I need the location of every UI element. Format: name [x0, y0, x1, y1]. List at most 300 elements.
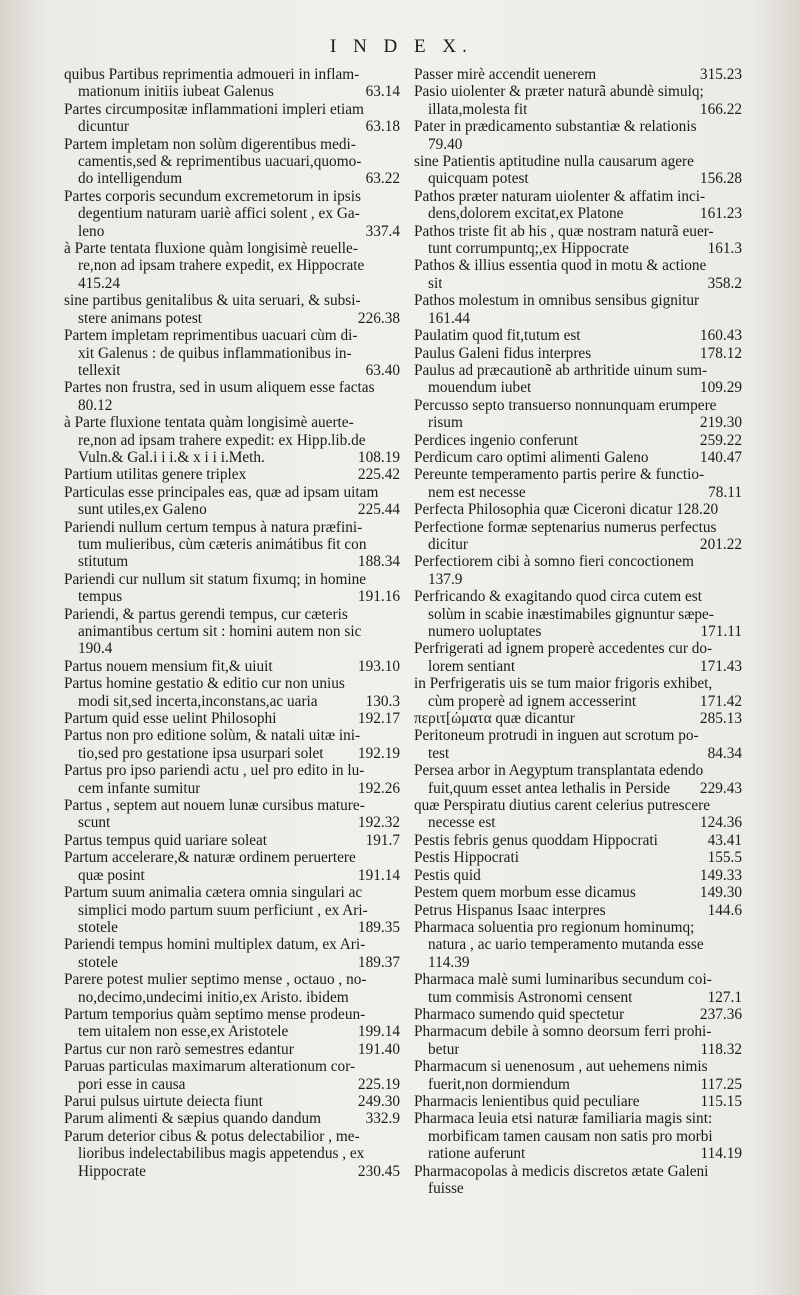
index-entry-text: re,non ad ipsam trahere expedit, ex Hippocrate — [78, 257, 365, 275]
index-entry-text: mouendum iubet — [428, 379, 532, 397]
index-entry — [414, 362, 742, 397]
index-entry-text: Partus nouem mensium fit,& uiuit — [64, 657, 273, 675]
index-entry-line — [64, 814, 400, 831]
index-entry-line — [64, 292, 400, 309]
index-entry — [414, 1006, 742, 1023]
index-entry-line — [64, 780, 400, 797]
index-entry — [414, 727, 742, 762]
index-entry-line — [64, 693, 400, 710]
index-entry-line — [64, 902, 400, 919]
page-reference: 191.14 — [357, 866, 400, 884]
index-entry-line — [64, 519, 400, 536]
page-reference: 127.1 — [707, 988, 742, 1006]
index-entry — [414, 257, 742, 292]
index-entry-line — [414, 640, 742, 657]
index-entry-line — [414, 275, 742, 292]
index-entry-text: Perfectiorem cibi à somno fieri concoctionem — [414, 553, 694, 571]
index-entry — [414, 345, 742, 362]
index-entry-text: stotele — [78, 953, 118, 971]
index-entry-line — [64, 867, 400, 884]
index-entry-line — [414, 1180, 742, 1197]
page-reference: 156.28 — [699, 170, 742, 188]
index-entry-line — [414, 710, 742, 727]
index-entry-line — [64, 66, 400, 83]
index-entry-text: Parum deterior cibus & potus delectabilior , me- — [64, 1127, 360, 1145]
index-entry — [64, 797, 400, 832]
index-entry-line — [414, 553, 742, 570]
index-entry-text: Perdicum caro optimi alimenti Galeno — [414, 448, 649, 466]
index-entry-text: Percusso septo transuerso nonnunquam erumpere — [414, 396, 717, 414]
index-entry-line — [64, 658, 400, 675]
index-entry-text: Pharmaco sumendo quid spectetur — [414, 1005, 625, 1023]
index-entry-text: 79.40 — [428, 135, 463, 153]
index-entry — [64, 240, 400, 292]
index-entry-line — [414, 257, 742, 274]
index-entry-line — [64, 223, 400, 240]
page-reference: 225.42 — [357, 466, 400, 484]
index-entry-text: Pariendi nullum certum tempus à natura præfini- — [64, 518, 363, 536]
index-entry-line — [414, 1128, 742, 1145]
index-entry-text: cem infante sumitur — [78, 779, 201, 797]
index-entry-line — [414, 936, 742, 953]
index-entry-line — [64, 710, 400, 727]
index-entry-line — [414, 571, 742, 588]
index-entry-line — [414, 867, 742, 884]
index-entry-text: lorem sentiant — [428, 657, 516, 675]
index-entry — [414, 762, 742, 797]
index-entry-text: sine Patientis aptitudine nulla causarum agere — [414, 153, 694, 171]
index-entry-text: 190.4 — [78, 640, 113, 658]
index-entry-line — [414, 1110, 742, 1127]
index-entry-text: tempus — [78, 588, 123, 606]
index-entry-text: Perfricando & exagitando quod circa cutem est — [414, 588, 702, 606]
page-reference: 78.11 — [708, 483, 742, 501]
index-entry-text: dens,dolorem excitat,ex Platone — [428, 205, 624, 223]
index-entry-line — [64, 640, 400, 657]
index-entry-line — [64, 118, 400, 135]
index-entry-text: Pharmaca malè sumi luminaribus secundum coi- — [414, 971, 712, 989]
index-entry — [64, 327, 400, 379]
index-entry-line — [64, 588, 400, 605]
index-entry-text: Perdices ingenio conferunt — [414, 431, 578, 449]
index-entry — [414, 501, 742, 518]
page-reference: 144.6 — [707, 901, 742, 919]
index-entry-text: quæ Perspiratu diutius carent celerius putrescere — [414, 797, 711, 815]
index-entry-text: Pharmacum debile à somno deorsum ferri prohi- — [414, 1023, 712, 1041]
index-entry-text: fuisse — [428, 1180, 464, 1197]
page-reference: 358.2 — [707, 274, 742, 292]
index-entry-text: re,non ad ipsam trahere expedit: ex Hipp.lib.de — [78, 431, 366, 449]
index-entry-text: do intelligendum — [78, 170, 183, 188]
page-reference: 249.30 — [357, 1092, 400, 1110]
index-entry — [414, 397, 742, 432]
index-entry-text: Parere potest mulier septimo mense , octauo , no- — [64, 971, 367, 989]
index-entry-line — [64, 170, 400, 187]
index-entry-line — [414, 466, 742, 483]
index-entry-text: Partes circumpositæ inflammationi impleri etiam — [64, 100, 364, 118]
index-entry — [64, 832, 400, 849]
index-entry-line — [414, 1006, 742, 1023]
index-entry — [414, 188, 742, 223]
index-entry — [64, 292, 400, 327]
index-entry-text: sit — [428, 274, 443, 292]
index-entry-line — [414, 902, 742, 919]
page-reference: 63.40 — [365, 361, 400, 379]
page-reference: 192.26 — [357, 779, 400, 797]
index-entry — [414, 292, 742, 327]
page-reference: 108.19 — [357, 448, 400, 466]
index-entry — [64, 1093, 400, 1110]
page-reference: 219.30 — [699, 414, 742, 432]
index-entry-line — [414, 1163, 742, 1180]
index-entry-text: animantibus certum sit : homini autem non sic — [78, 623, 362, 640]
index-entry-line — [64, 884, 400, 901]
index-entry — [414, 710, 742, 727]
index-entry-line — [414, 118, 742, 135]
index-entry-text: Persea arbor in Aegyptum transplantata edendo — [414, 762, 704, 780]
index-entry — [414, 83, 742, 118]
index-entry-line — [64, 345, 400, 362]
index-entry-text: Partus cur non rarò semestres edantur — [64, 1040, 294, 1058]
index-entry-line — [64, 466, 400, 483]
index-entry — [414, 1023, 742, 1058]
index-entry-line — [414, 814, 742, 831]
page-reference: 114.19 — [700, 1145, 742, 1163]
index-entry-text: degentium naturam uariè affici solent , ex Ga- — [78, 205, 360, 223]
index-entry-text: tellexit — [78, 361, 121, 379]
index-entry-line — [64, 275, 400, 292]
index-entry-line — [64, 571, 400, 588]
index-entry — [414, 1163, 742, 1198]
index-entry-line — [414, 397, 742, 414]
index-entry — [414, 902, 742, 919]
index-entry — [414, 1058, 742, 1093]
index-entry-text: modi sit,sed incerta,inconstans,ac uaria — [78, 692, 318, 710]
index-entry-text: stotele — [78, 918, 118, 936]
index-entry-line — [414, 223, 742, 240]
index-entry-text: fuit,quum esset antea lethalis in Perside — [428, 779, 671, 797]
page-reference: 124.36 — [699, 814, 742, 832]
index-entry-text: Partus homine gestatio & editio cur non unius — [64, 675, 345, 693]
index-entry-line — [64, 1145, 400, 1162]
page-reference: 337.4 — [365, 222, 400, 240]
index-entry-text: no,decimo,undecimi initio,ex Aristo. ibidem — [78, 988, 349, 1006]
page-reference: 155.5 — [707, 849, 742, 867]
index-entry-line — [414, 292, 742, 309]
index-entry-text: numero uoluptates — [428, 623, 542, 640]
index-entry-text: Pathos præter naturam uiolenter & affatim inci- — [414, 187, 706, 205]
index-entry-text: Pharmacis lenientibus quid peculiare — [414, 1092, 640, 1110]
index-entry — [414, 553, 742, 588]
page-reference: 109.29 — [699, 379, 742, 397]
index-entry-line — [414, 971, 742, 988]
index-entry-text: nem est necesse — [428, 483, 526, 501]
index-entry-line — [64, 1006, 400, 1023]
index-entry — [64, 658, 400, 675]
index-entry-text: tunt corrumpuntq;,ex Hippocrate — [428, 240, 629, 258]
index-entry — [414, 640, 742, 675]
index-entry-line — [414, 188, 742, 205]
index-entry-line — [414, 675, 742, 692]
index-entry-line — [64, 136, 400, 153]
index-entry-text: Pharmacopolas à medicis discretos ætate Galeni — [414, 1162, 709, 1180]
index-entry-text: Petrus Hispanus Isaac interpres — [414, 901, 606, 919]
index-entry-text: Partes non frustra, sed in usum aliquem esse factas — [64, 379, 375, 397]
index-entry-text: dicuntur — [78, 118, 129, 136]
page-reference: 43.41 — [707, 831, 742, 849]
index-entry — [64, 1041, 400, 1058]
index-entry-line — [414, 623, 742, 640]
page-reference: 191.16 — [357, 588, 400, 606]
index-entry-line — [414, 588, 742, 605]
page-reference: 315.23 — [699, 66, 742, 83]
index-entry-line — [414, 1023, 742, 1040]
index-entry — [414, 588, 742, 640]
index-column-left — [64, 66, 400, 1180]
index-entry-line — [64, 397, 400, 414]
index-entry-text: natura , ac uario temperamento mutanda esse — [428, 936, 704, 954]
index-entry-text: quicquam potest — [428, 170, 529, 188]
index-entry-line — [64, 832, 400, 849]
index-entry — [414, 466, 742, 501]
index-entry-text: mationum initiis iubeat Galenus — [78, 83, 274, 101]
index-entry — [414, 867, 742, 884]
index-entry-line — [414, 1145, 742, 1162]
index-entry — [64, 519, 400, 571]
index-entry-text: Perfrigerati ad ignem properè accedentes cur do- — [414, 640, 713, 658]
index-entry-line — [64, 205, 400, 222]
index-entry-line — [64, 553, 400, 570]
index-entry-text: Partium utilitas genere triplex — [64, 466, 247, 484]
index-entry-line — [64, 188, 400, 205]
page-reference: 189.37 — [357, 953, 400, 971]
index-entry-line — [64, 101, 400, 118]
index-entry-text: Partum suum animalia cætera omnia singulari ac — [64, 884, 363, 902]
index-entry — [64, 710, 400, 727]
index-entry-line — [64, 83, 400, 100]
index-entry-text: morbificam tamen causam non satis pro morbi — [428, 1127, 713, 1145]
index-entry — [414, 519, 742, 554]
index-entry-text: περιτ[ώματα quæ dicantur — [414, 710, 575, 728]
index-entry-line — [414, 432, 742, 449]
page-reference: 226.38 — [357, 309, 400, 327]
index-entry-text: Pariendi, & partus gerendi tempus, cur cæteris — [64, 605, 348, 623]
index-entry — [414, 832, 742, 849]
index-entry-text: Pathos molestum in omnibus sensibus gignitur — [414, 292, 700, 310]
index-entry-text: Partus tempus quid uariare soleat — [64, 831, 268, 849]
index-entry-text: solùm in scabie inæstimabiles gignuntur sæpe- — [428, 605, 714, 623]
page-reference: 199.14 — [357, 1023, 400, 1041]
page-reference: 188.34 — [357, 553, 400, 571]
index-entry-text: Pasio uiolenter & præter naturã abundè simulq; — [414, 83, 704, 101]
page-reference: 259.22 — [699, 431, 742, 449]
index-entry — [64, 762, 400, 797]
index-entry-text: 114.39 — [428, 953, 470, 971]
index-entry-text: xit Galenus : de quibus inflammationibus in- — [78, 344, 352, 362]
index-entry — [414, 1093, 742, 1110]
index-entry-text: stitutum — [78, 553, 129, 571]
index-entry-text: Pariendi cur nullum sit statum fixumq; in homine — [64, 570, 367, 588]
page-reference: 63.18 — [365, 118, 400, 136]
index-entry-text: Pestis quid — [414, 866, 481, 884]
index-entry-text: tum commisis Astronomi censent — [428, 988, 633, 1006]
index-entry-line — [414, 327, 742, 344]
page-reference: 225.19 — [357, 1075, 400, 1093]
index-entry-text: Partes corporis secundum excremetorum in ipsis — [64, 187, 361, 205]
index-entry-line — [64, 153, 400, 170]
index-entry-line — [414, 1076, 742, 1093]
index-entry — [414, 797, 742, 832]
index-entry-line — [64, 414, 400, 431]
page-reference: 178.12 — [699, 344, 742, 362]
index-entry-line — [414, 66, 742, 83]
index-entry-text: betur — [428, 1040, 460, 1058]
index-entry-line — [64, 379, 400, 396]
index-entry — [64, 727, 400, 762]
index-entry-text: leno — [78, 222, 105, 240]
index-entry-text: necesse est — [428, 814, 496, 832]
index-entry-text: Pestis febris genus quoddam Hippocrati — [414, 831, 658, 849]
index-entry-text: Pariendi tempus homini multiplex datum, ex Ari- — [64, 936, 366, 954]
index-entry — [64, 379, 400, 414]
index-entry-line — [414, 797, 742, 814]
page-reference: 149.30 — [699, 884, 742, 902]
index-entry-line — [414, 101, 742, 118]
index-entry-line — [414, 153, 742, 170]
page-reference: 229.43 — [699, 779, 742, 797]
page-reference: 192.32 — [357, 814, 400, 832]
index-entry-line — [64, 1093, 400, 1110]
index-entry-line — [64, 1023, 400, 1040]
index-entry-line — [64, 310, 400, 327]
index-entry-line — [414, 83, 742, 100]
index-entry-text: Perfecta Philosophia quæ Ciceroni dicatur 128.20 — [414, 501, 719, 519]
index-entry-text: tem uitalem non esse,ex Aristotele — [78, 1023, 289, 1041]
index-entry-text: 137.9 — [428, 570, 463, 588]
index-entry-text: Passer mirè accendit uenerem — [414, 66, 597, 83]
index-entry-text: Partum accelerare,& naturæ ordinem peruertere — [64, 849, 356, 867]
index-entry-line — [414, 658, 742, 675]
index-entry-text: Pharmaca leuia etsi naturæ familiaria magis sint: — [414, 1110, 713, 1128]
index-entry — [64, 188, 400, 240]
index-entry — [64, 1128, 400, 1180]
index-entry-line — [64, 1163, 400, 1180]
index-entry-line — [414, 484, 742, 501]
index-entry-line — [64, 327, 400, 344]
index-entry-text: Partus pro ipso pariendi actu , uel pro edito in lu- — [64, 762, 365, 780]
index-entry — [64, 136, 400, 188]
index-entry-text: risum — [428, 414, 463, 432]
index-entry-line — [414, 919, 742, 936]
page-reference: 63.22 — [365, 170, 400, 188]
index-entry — [64, 66, 400, 101]
page-reference: 171.42 — [699, 692, 742, 710]
index-entry-text: Pathos & illius essentia quod in motu & actione — [414, 257, 707, 275]
index-entry — [64, 1006, 400, 1041]
index-entry — [414, 327, 742, 344]
index-entry-line — [64, 762, 400, 779]
index-entry-text: in Perfrigeratis uis se tum maior frigoris exhibet, — [414, 675, 713, 693]
index-entry-line — [414, 414, 742, 431]
index-entry-text: sunt utiles,ex Galeno — [78, 501, 207, 519]
index-entry-line — [64, 501, 400, 518]
page-reference: 237.36 — [699, 1005, 742, 1023]
index-entry — [64, 675, 400, 710]
page-reference: 166.22 — [699, 100, 742, 118]
index-entry — [414, 1110, 742, 1162]
index-entry — [414, 223, 742, 258]
index-entry-text: 161.44 — [428, 309, 471, 327]
index-entry-line — [414, 362, 742, 379]
index-entry-line — [414, 345, 742, 362]
page-reference: 192.17 — [357, 710, 400, 728]
index-entry-text: sine partibus genitalibus & uita seruari, & subsi- — [64, 292, 361, 310]
page-reference: 130.3 — [365, 692, 400, 710]
index-entry — [414, 118, 742, 153]
index-entry — [64, 484, 400, 519]
index-entry — [414, 432, 742, 449]
index-entry-text: Pathos triste fit ab his , quæ nostram naturã euer- — [414, 222, 714, 240]
index-entry-text: Perfectione formæ septenarius numerus perfectus — [414, 518, 717, 536]
index-entry-text: Paruas particulas maximarum alterationum cor- — [64, 1058, 356, 1076]
index-entry-line — [414, 379, 742, 396]
index-entry-text: illata,molesta fit — [428, 100, 528, 118]
index-entry-line — [414, 240, 742, 257]
index-entry — [414, 884, 742, 901]
page-reference: 117.25 — [700, 1075, 742, 1093]
index-entry-line — [64, 606, 400, 623]
index-entry-line — [64, 745, 400, 762]
index-entry-text: quæ posint — [78, 866, 145, 884]
index-entry-line — [64, 954, 400, 971]
index-entry-text: tum mulieribus, cùm cæteris animátibus fit con — [78, 535, 367, 553]
page-reference: 160.43 — [699, 327, 742, 345]
index-entry-line — [64, 675, 400, 692]
index-entry-line — [64, 536, 400, 553]
index-entry-line — [64, 936, 400, 953]
index-entry-text: scunt — [78, 814, 111, 832]
page-reference: 225.44 — [357, 501, 400, 519]
index-entry-text: quibus Partibus reprimentia admoueri in inflam- — [64, 66, 360, 83]
index-entry-line — [414, 727, 742, 744]
index-entry-line — [64, 257, 400, 274]
index-entry-text: pori esse in causa — [78, 1075, 186, 1093]
index-entry-text: lioribus indelectabilibus magis appetendus , ex — [78, 1145, 365, 1163]
index-entry-line — [64, 971, 400, 988]
index-entry — [64, 1058, 400, 1093]
index-entry-line — [414, 762, 742, 779]
index-entry-text: cùm properè ad ignem accesserint — [428, 692, 637, 710]
index-entry-line — [414, 310, 742, 327]
page-reference: 230.45 — [357, 1162, 400, 1180]
index-entry — [64, 571, 400, 606]
index-entry-line — [414, 136, 742, 153]
index-entry-text: Partem impletam reprimentibus uacuari cùm di- — [64, 327, 358, 345]
index-entry — [64, 1110, 400, 1127]
index-entry-line — [414, 1041, 742, 1058]
index-entry-text: Vuln.& Gal.i i i.& x i i i.Meth. — [78, 448, 265, 466]
index-entry-text: ratione auferunt — [428, 1145, 526, 1163]
index-entry-line — [414, 170, 742, 187]
page-reference: 171.11 — [700, 623, 742, 640]
index-entry-line — [414, 1093, 742, 1110]
index-entry-line — [64, 362, 400, 379]
index-entry-line — [414, 989, 742, 1006]
index-entry-line — [414, 849, 742, 866]
index-entry-line — [64, 484, 400, 501]
index-entry-text: Paulatim quod fit,tutum est — [414, 327, 581, 345]
index-entry-line — [414, 519, 742, 536]
